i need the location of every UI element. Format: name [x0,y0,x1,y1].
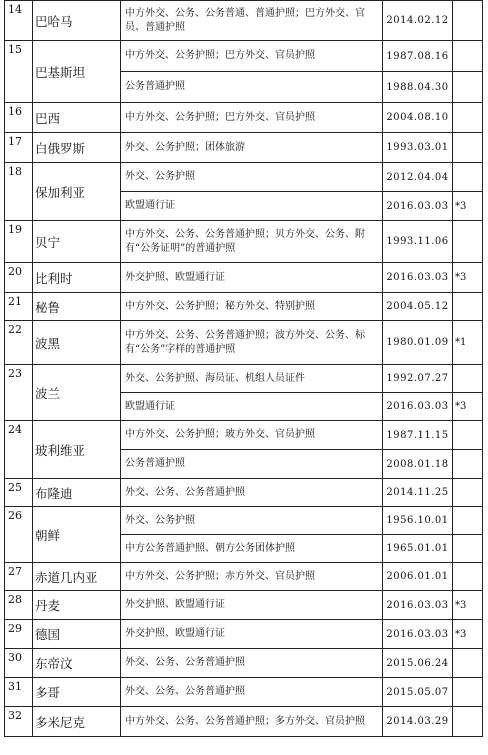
row-number: 16 [5,103,33,133]
passport-types: 欧盟通行证 [121,393,383,421]
country-name: 布隆迪 [33,479,121,507]
table-row [5,365,483,393]
row-number: 21 [5,293,33,321]
effective-date: 2014.11.25 [383,479,453,507]
row-number: 28 [5,591,33,620]
effective-date: 1993.03.01 [383,133,453,163]
country-name: 波兰 [33,365,121,421]
effective-date: 2014.02.12 [383,1,453,41]
table-row [5,41,483,72]
passport-types: 外交、公务、公务普通护照 [121,649,383,678]
row-number: 23 [5,365,33,421]
table-row [5,479,483,507]
passport-types: 中方外交、公务、公务普通护照；多方外交、官员护照 [121,707,383,737]
row-number: 19 [5,221,33,263]
country-name: 德国 [33,620,121,649]
remark-note [453,103,483,133]
effective-date: 2014.03.29 [383,707,453,737]
effective-date: 2015.06.24 [383,649,453,678]
remark-note [453,41,483,72]
table-row [5,707,483,737]
country-name: 朝鲜 [33,507,121,563]
country-name: 赤道几内亚 [33,563,121,591]
effective-date: 1992.07.27 [383,365,453,393]
effective-date: 2016.03.03 [383,393,453,421]
row-number: 14 [5,1,33,41]
remark-note [453,507,483,535]
passport-types: 中方外交、公务护照；巴方外交、官员护照 [121,103,383,133]
passport-types: 外交、公务护照 [121,507,383,535]
country-name: 白俄罗斯 [33,133,121,163]
country-name: 比利时 [33,263,121,293]
row-number: 17 [5,133,33,163]
row-number: 27 [5,563,33,591]
remark-note: *1 [453,321,483,365]
passport-types: 中方外交、公务、公务普通护照；波方外交、公务、标有“公务”字样的普通护照 [121,321,383,365]
row-number: 32 [5,707,33,737]
passport-types: 外交护照、欧盟通行证 [121,263,383,293]
table-row [5,263,483,293]
remark-note [453,293,483,321]
passport-types: 中方外交、公务护照；赤方外交、官员护照 [121,563,383,591]
passport-types: 中方外交、公务护照；巴方外交、官员护照 [121,41,383,72]
table-row [5,563,483,591]
effective-date: 2016.03.03 [383,620,453,649]
passport-types: 外交、公务护照、海员证、机组人员证件 [121,365,383,393]
remark-note: *3 [453,591,483,620]
visa-exemption-table-page [4,0,482,737]
visa-exemption-table [4,0,483,737]
table-row [5,649,483,678]
table-row [5,1,483,41]
row-number: 25 [5,479,33,507]
table-row [5,507,483,535]
remark-note [453,707,483,737]
country-name: 多米尼克 [33,707,121,737]
passport-types: 外交护照、欧盟通行证 [121,620,383,649]
effective-date: 2016.03.03 [383,591,453,620]
passport-types: 中方公务普通护照、朝方公务团体护照 [121,535,383,563]
row-number: 26 [5,507,33,563]
passport-types: 中方外交、公务、公务普通、普通护照；巴方外交、官员、普通护照 [121,1,383,41]
passport-types: 中方外交、公务护照；玻方外交、官员护照 [121,421,383,450]
passport-types: 公务普通护照 [121,450,383,479]
table-row [5,163,483,192]
effective-date: 2006.01.01 [383,563,453,591]
effective-date: 1965.01.01 [383,535,453,563]
remark-note [453,535,483,563]
country-name: 保加利亚 [33,163,121,221]
effective-date: 2016.03.03 [383,263,453,293]
effective-date: 2004.08.10 [383,103,453,133]
effective-date: 1987.11.15 [383,421,453,450]
effective-date: 2016.03.03 [383,192,453,221]
table-body [5,1,483,737]
remark-note [453,365,483,393]
row-number: 31 [5,678,33,707]
remark-note: *3 [453,263,483,293]
table-row [5,678,483,707]
country-name: 秘鲁 [33,293,121,321]
country-name: 巴基斯坦 [33,41,121,103]
passport-types: 中方外交、公务护照；秘方外交、特别护照 [121,293,383,321]
remark-note: *3 [453,192,483,221]
table-row [5,620,483,649]
table-row [5,133,483,163]
effective-date: 2012.04.04 [383,163,453,192]
country-name: 巴哈马 [33,1,121,41]
passport-types: 外交、公务、公务普通护照 [121,479,383,507]
remark-note [453,163,483,192]
row-number: 30 [5,649,33,678]
country-name: 贝宁 [33,221,121,263]
table-row [5,221,483,263]
effective-date: 2004.05.12 [383,293,453,321]
passport-types: 外交、公务护照 [121,163,383,192]
effective-date: 1987.08.16 [383,41,453,72]
country-name: 多哥 [33,678,121,707]
table-row [5,293,483,321]
remark-note [453,1,483,41]
passport-types: 中方外交、公务、公务普通护照；贝方外交、公务、附有“公务证明”的普通护照 [121,221,383,263]
effective-date: 1993.11.06 [383,221,453,263]
row-number: 15 [5,41,33,103]
effective-date: 1988.04.30 [383,72,453,103]
country-name: 玻利维亚 [33,421,121,479]
remark-note [453,221,483,263]
table-row [5,103,483,133]
remark-note: *3 [453,393,483,421]
row-number: 29 [5,620,33,649]
remark-note: *3 [453,620,483,649]
row-number: 24 [5,421,33,479]
table-row [5,421,483,450]
passport-types: 欧盟通行证 [121,192,383,221]
remark-note [453,479,483,507]
passport-types: 外交护照、欧盟通行证 [121,591,383,620]
effective-date: 1956.10.01 [383,507,453,535]
passport-types: 公务普通护照 [121,72,383,103]
effective-date: 2015.05.07 [383,678,453,707]
country-name: 丹麦 [33,591,121,620]
row-number: 20 [5,263,33,293]
remark-note [453,649,483,678]
remark-note [453,72,483,103]
country-name: 波黑 [33,321,121,365]
effective-date: 1980.01.09 [383,321,453,365]
row-number: 22 [5,321,33,365]
remark-note [453,563,483,591]
country-name: 东帝汶 [33,649,121,678]
remark-note [453,450,483,479]
effective-date: 2008.01.18 [383,450,453,479]
remark-note [453,421,483,450]
country-name: 巴西 [33,103,121,133]
remark-note [453,133,483,163]
table-row [5,591,483,620]
row-number: 18 [5,163,33,221]
passport-types: 外交、公务、公务普通护照 [121,678,383,707]
passport-types: 外交、公务护照；团体旅游 [121,133,383,163]
remark-note [453,678,483,707]
table-row [5,321,483,365]
